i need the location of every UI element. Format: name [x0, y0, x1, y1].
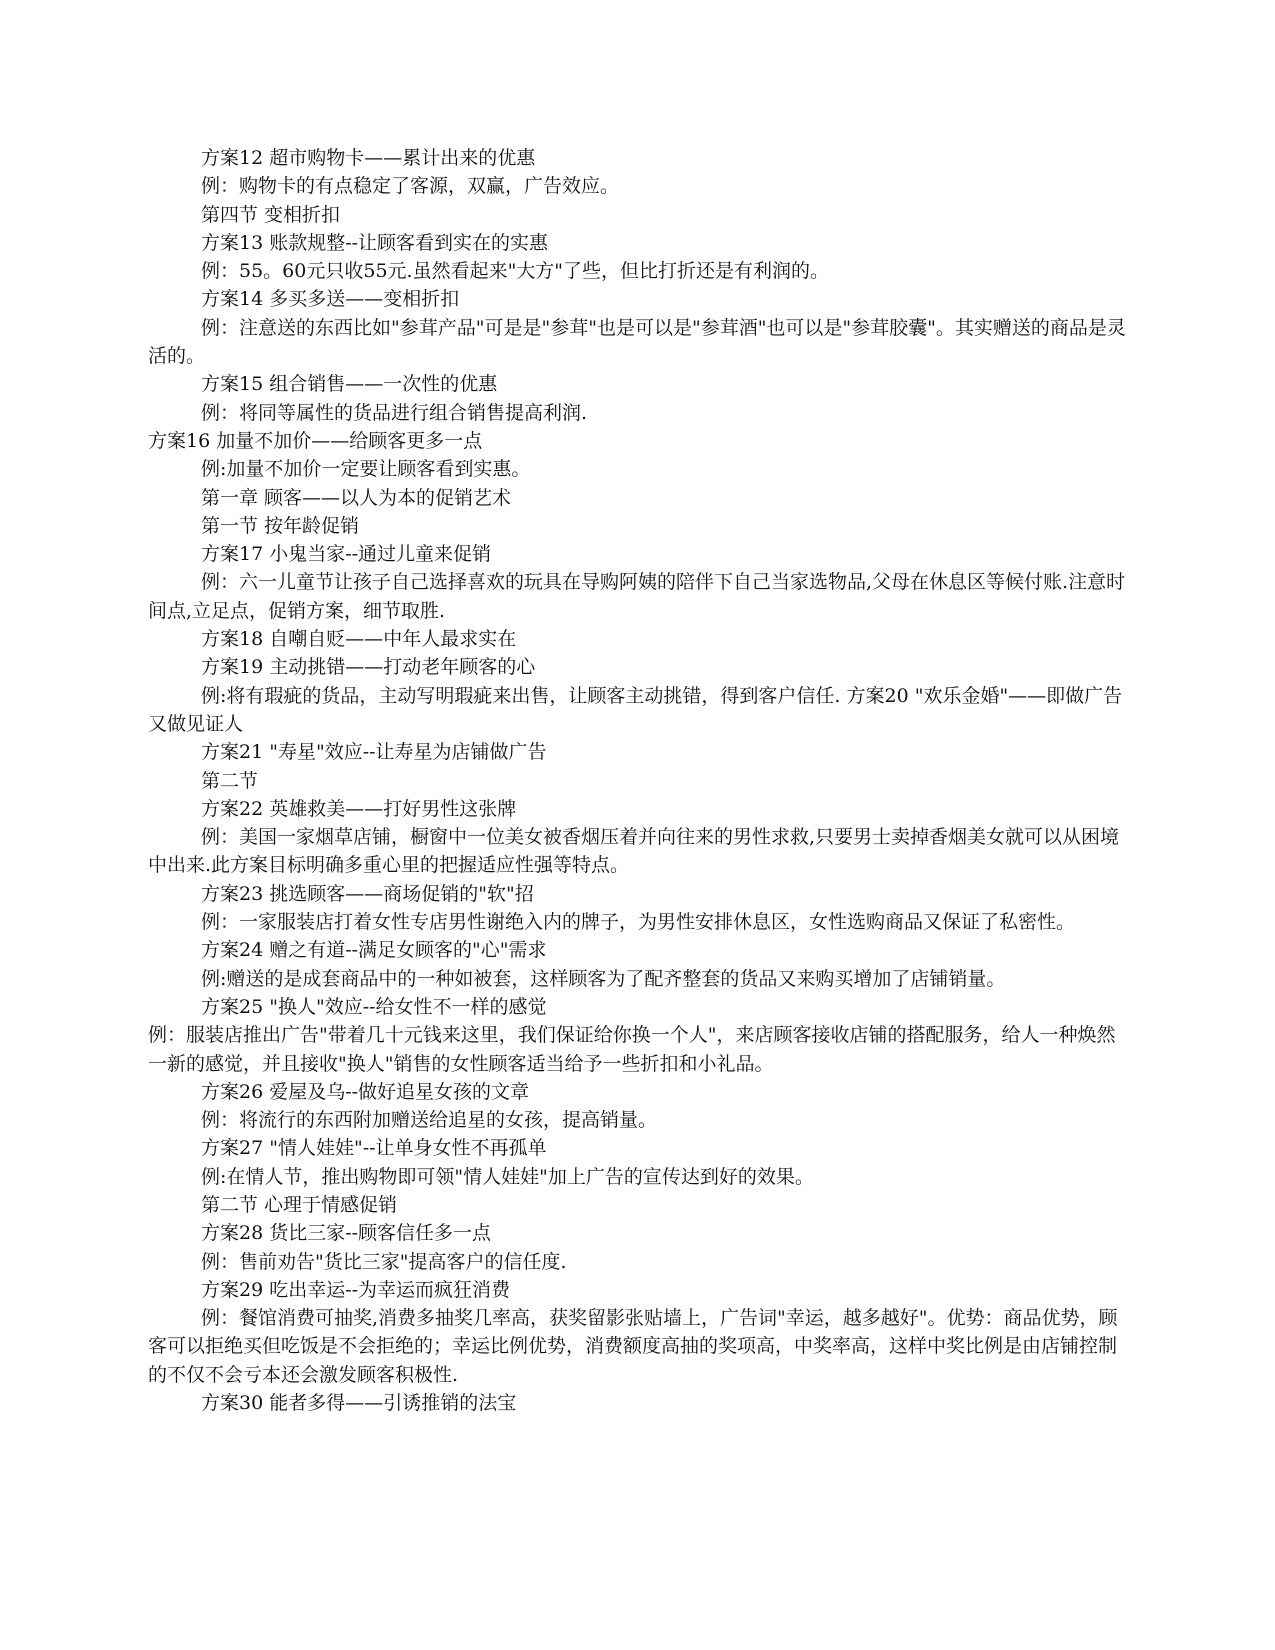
paragraph: 方案17 小鬼当家--通过儿童来促销 — [201, 543, 492, 566]
paragraph: 例：55。60元只收55元.虽然看起来"大方"了些，但比打折还是有利润的。 — [201, 260, 830, 283]
paragraph: 方案27 "情人娃娃"--让单身女性不再孤单 — [201, 1137, 547, 1160]
paragraph: 方案23 挑选顾客——商场促销的"软"招 — [201, 882, 534, 905]
paragraph: 例:加量不加价一定要让顾客看到实惠。 — [201, 458, 531, 481]
paragraph: 方案13 账款规整--让顾客看到实在的实惠 — [201, 231, 549, 254]
paragraph: 方案19 主动挑错——打动老年顾客的心 — [201, 656, 536, 679]
paragraph: 方案22 英雄救美——打好男性这张牌 — [201, 797, 517, 820]
paragraph: 例：购物卡的有点稳定了客源，双赢，广告效应。 — [201, 175, 620, 198]
paragraph: 方案25 "换人"效应--给女性不一样的感觉 — [201, 995, 547, 1018]
paragraph: 例：一家服装店打着女性专店男性谢绝入内的牌子，为男性安排休息区，女性选购商品又保证了私密性。 — [201, 911, 1076, 934]
paragraph: 方案18 自嘲自贬——中年人最求实在 — [201, 628, 517, 651]
paragraph: 例：注意送的东西比如"参茸产品"可是是"参茸"也是可以是"参茸酒"也可以是"参茸胶囊"。其实赠送的商品是灵活的。 — [148, 316, 1126, 368]
paragraph: 例:赠送的是成套商品中的一种如被套，这样顾客为了配齐整套的货品又来购买增加了店铺销量。 — [201, 967, 1006, 990]
paragraph: 方案26 爱屋及乌--做好追星女孩的文章 — [201, 1080, 530, 1103]
paragraph: 例:在情人节，推出购物即可领"情人娃娃"加上广告的宣传达到好的效果。 — [201, 1165, 814, 1188]
paragraph: 方案30 能者多得——引诱推销的法宝 — [201, 1392, 517, 1415]
paragraph: 例：六一儿童节让孩子自己选择喜欢的玩具在导购阿姨的陪伴下自己当家选物品,父母在休息区等候付账.注意时间点,立足点，促销方案，细节取胜. — [148, 571, 1126, 622]
paragraph: 第四节 变相折扣 — [201, 203, 341, 226]
paragraph: 方案14 多买多送——变相折扣 — [201, 288, 460, 311]
paragraph: 方案15 组合销售——一次性的优惠 — [201, 373, 498, 396]
paragraph: 例：服装店推出广告"带着几十元钱来这里，我们保证给你换一个人"，来店顾客接收店铺的搭配服务，给人一种焕然一新的感觉，并且接收"换人"销售的女性顾客适当给予一些折扣和小礼品。 — [148, 1024, 1116, 1075]
paragraph: 第一节 按年龄促销 — [201, 514, 360, 537]
paragraph: 方案21 "寿星"效应--让寿星为店铺做广告 — [201, 741, 547, 764]
paragraph: 例：将流行的东西附加赠送给追星的女孩，提高销量。 — [201, 1109, 658, 1132]
paragraph: 例：将同等属性的货品进行组合销售提高利润. — [201, 401, 588, 424]
paragraph: 例：餐馆消费可抽奖,消费多抽奖几率高，获奖留影张贴墙上，广告词"幸运，越多越好"。优势：商品优势，顾客可以拒绝买但吃饭是不会拒绝的；幸运比例优势，消费额度高抽的奖项高，中奖率高，这样中奖比例是由店铺控制的不仅不会亏本还会激发顾客积极性. — [148, 1307, 1118, 1386]
paragraph: 第一章 顾客——以人为本的促销艺术 — [201, 486, 512, 509]
document-body — [148, 144, 1128, 1417]
paragraph: 例：售前劝告"货比三家"提高客户的信任度. — [201, 1250, 567, 1273]
paragraph: 第二节 心理于情感促销 — [201, 1193, 398, 1216]
paragraph: 方案16 加量不加价——给顾客更多一点 — [148, 429, 483, 452]
paragraph: 方案29 吃出幸运--为幸运而疯狂消费 — [201, 1278, 511, 1301]
paragraph: 方案24 赠之有道--满足女顾客的"心"需求 — [201, 939, 547, 962]
paragraph: 例：美国一家烟草店铺，橱窗中一位美女被香烟压着并向往来的男性求救,只要男士卖掉香烟美女就可以从困境中出来.此方案目标明确多重心里的把握适应性强等特点。 — [148, 826, 1120, 877]
paragraph: 第二节 — [201, 769, 259, 792]
paragraph: 方案28 货比三家--顾客信任多一点 — [201, 1222, 492, 1245]
paragraph: 方案12 超市购物卡——累计出来的优惠 — [201, 147, 536, 169]
paragraph: 例:将有瑕疵的货品，主动写明瑕疵来出售，让顾客主动挑错，得到客户信任. 方案20 "欢乐金婚"——即做广告又做见证人 — [148, 684, 1123, 735]
